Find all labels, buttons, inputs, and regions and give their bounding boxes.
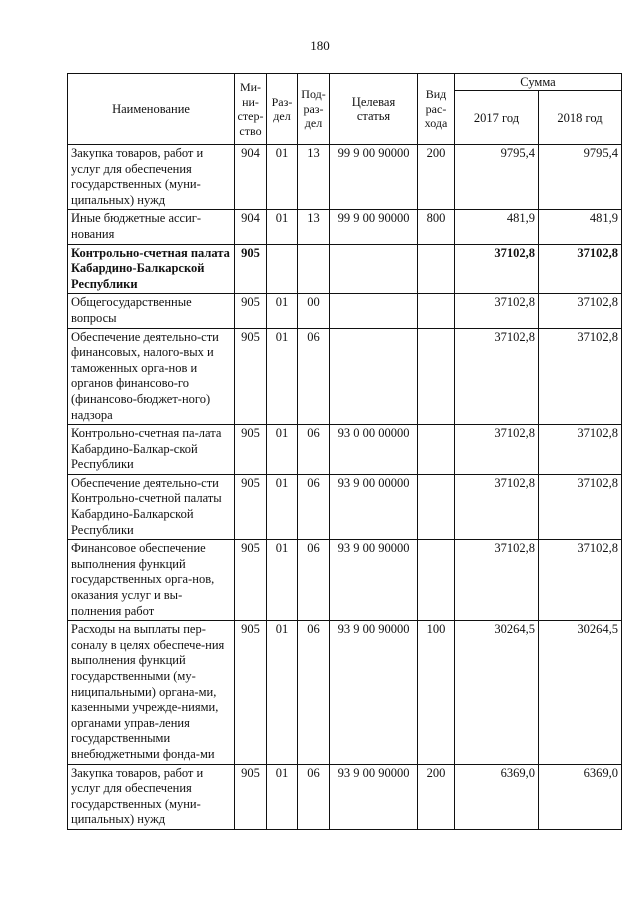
row-target-item: 99 9 00 90000	[330, 145, 418, 210]
row-sum-2017: 6369,0	[455, 764, 539, 829]
row-sum-2018: 481,9	[539, 210, 622, 244]
row-sum-2018: 6369,0	[539, 764, 622, 829]
row-subsection: 06	[298, 425, 330, 475]
row-name: Обеспечение деятельно-сти Контрольно-счетной палаты Кабардино-Балкарской Республики	[68, 474, 235, 539]
row-ministry: 905	[235, 621, 267, 764]
row-sum-2017: 481,9	[455, 210, 539, 244]
table-row	[68, 244, 622, 294]
row-subsection: 06	[298, 474, 330, 539]
table-row	[68, 328, 622, 425]
table-row	[68, 210, 622, 244]
row-sum-2018: 37102,8	[539, 540, 622, 621]
row-expense-type: 200	[418, 764, 455, 829]
row-sum-2017: 37102,8	[455, 328, 539, 425]
row-name: Общегосударственные вопросы	[68, 294, 235, 328]
table-row	[68, 764, 622, 829]
row-name: Контрольно-счетная палата Кабардино-Балкарской Республики	[68, 244, 235, 294]
header-target-item: Целевая статья	[330, 74, 418, 145]
row-expense-type	[418, 294, 455, 328]
header-subsection: Под- раз- дел	[298, 74, 330, 145]
row-section: 01	[267, 764, 298, 829]
row-name: Контрольно-счетная па-лата Кабардино-Балкар-ской Республики	[68, 425, 235, 475]
header-ministry: Ми- ни- стер- ство	[235, 74, 267, 145]
row-sum-2018: 30264,5	[539, 621, 622, 764]
row-target-item: 93 9 00 90000	[330, 540, 418, 621]
row-target-item: 99 9 00 90000	[330, 210, 418, 244]
row-ministry: 905	[235, 474, 267, 539]
row-expense-type	[418, 540, 455, 621]
row-expense-type: 100	[418, 621, 455, 764]
row-ministry: 905	[235, 294, 267, 328]
row-sum-2017: 37102,8	[455, 540, 539, 621]
row-expense-type: 800	[418, 210, 455, 244]
row-sum-2018: 9795,4	[539, 145, 622, 210]
row-subsection: 06	[298, 328, 330, 425]
row-sum-2018: 37102,8	[539, 294, 622, 328]
header-year-2018: 2018 год	[539, 91, 622, 145]
row-ministry: 904	[235, 210, 267, 244]
row-expense-type	[418, 244, 455, 294]
table-row	[68, 621, 622, 764]
row-section: 01	[267, 294, 298, 328]
row-subsection	[298, 244, 330, 294]
row-subsection: 13	[298, 210, 330, 244]
row-section: 01	[267, 540, 298, 621]
row-subsection: 13	[298, 145, 330, 210]
row-sum-2017: 37102,8	[455, 294, 539, 328]
table-row	[68, 474, 622, 539]
row-expense-type: 200	[418, 145, 455, 210]
row-sum-2017: 30264,5	[455, 621, 539, 764]
row-ministry: 905	[235, 764, 267, 829]
row-expense-type	[418, 425, 455, 475]
header-year-2017: 2017 год	[455, 91, 539, 145]
header-name: Наименование	[68, 74, 235, 145]
table-body	[68, 145, 622, 830]
row-target-item: 93 9 00 90000	[330, 764, 418, 829]
row-target-item	[330, 244, 418, 294]
row-ministry: 905	[235, 540, 267, 621]
row-target-item	[330, 294, 418, 328]
row-section: 01	[267, 621, 298, 764]
row-section: 01	[267, 210, 298, 244]
table-row	[68, 425, 622, 475]
row-name: Обеспечение деятельно-сти финансовых, налого-вых и таможенных орга-нов и органов финансово-го (финансово-бюджет-ного) надзора	[68, 328, 235, 425]
row-sum-2018: 37102,8	[539, 425, 622, 475]
row-name: Расходы на выплаты пер-соналу в целях обеспече-ния выполнения функций государственными (му-ниципальными) органа-ми, казенными учрежде-ниями, органами управ-ления государственными внебюджетными фонда-ми	[68, 621, 235, 764]
row-expense-type	[418, 474, 455, 539]
row-sum-2018: 37102,8	[539, 474, 622, 539]
row-sum-2018: 37102,8	[539, 244, 622, 294]
row-section: 01	[267, 474, 298, 539]
header-section: Раз- дел	[267, 74, 298, 145]
budget-table	[67, 73, 622, 830]
table-row	[68, 294, 622, 328]
row-ministry: 905	[235, 244, 267, 294]
row-sum-2017: 37102,8	[455, 474, 539, 539]
row-ministry: 905	[235, 425, 267, 475]
header-sum: Сумма	[455, 74, 622, 91]
row-target-item: 93 9 00 90000	[330, 621, 418, 764]
row-ministry: 904	[235, 145, 267, 210]
table-row	[68, 145, 622, 210]
row-name: Финансовое обеспечение выполнения функций государственных орга-нов, оказания услуг и вы-полнения работ	[68, 540, 235, 621]
row-ministry: 905	[235, 328, 267, 425]
row-subsection: 00	[298, 294, 330, 328]
row-name: Закупка товаров, работ и услуг для обеспечения государственных (муни-ципальных) нужд	[68, 764, 235, 829]
page-number: 180	[310, 38, 330, 53]
row-name: Закупка товаров, работ и услуг для обеспечения государственных (муни-ципальных) нужд	[68, 145, 235, 210]
row-subsection: 06	[298, 764, 330, 829]
row-target-item: 93 0 00 00000	[330, 425, 418, 475]
row-target-item: 93 9 00 00000	[330, 474, 418, 539]
row-sum-2017: 9795,4	[455, 145, 539, 210]
row-section: 01	[267, 145, 298, 210]
row-sum-2018: 37102,8	[539, 328, 622, 425]
row-subsection: 06	[298, 621, 330, 764]
row-sum-2017: 37102,8	[455, 244, 539, 294]
row-subsection: 06	[298, 540, 330, 621]
row-expense-type	[418, 328, 455, 425]
row-name: Иные бюджетные ассиг-нования	[68, 210, 235, 244]
row-section: 01	[267, 425, 298, 475]
header-expense-type: Вид рас- хода	[418, 74, 455, 145]
row-target-item	[330, 328, 418, 425]
row-sum-2017: 37102,8	[455, 425, 539, 475]
row-section	[267, 244, 298, 294]
table-row	[68, 540, 622, 621]
row-section: 01	[267, 328, 298, 425]
